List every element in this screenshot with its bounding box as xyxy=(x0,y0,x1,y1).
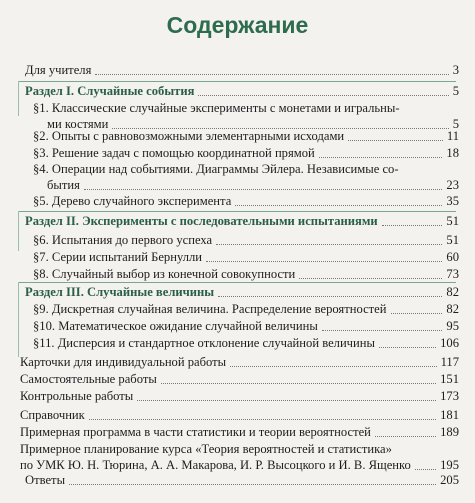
section-side-rule xyxy=(18,81,19,116)
dot-leader xyxy=(198,95,449,96)
dot-leader xyxy=(95,74,449,75)
toc-entry xyxy=(0,267,475,283)
toc-entry-title: §1. Классические случайные эксперименты с монетами и игральны- xyxy=(33,101,400,115)
toc-entry-title: Справочник xyxy=(20,408,85,422)
toc-entry xyxy=(0,425,475,441)
dot-leader xyxy=(206,261,442,262)
dot-leader xyxy=(89,419,436,420)
toc-entry xyxy=(0,146,475,162)
dot-leader xyxy=(382,225,442,226)
toc-page-number: 82 xyxy=(446,285,459,299)
dot-leader xyxy=(299,278,442,279)
toc-entry-title: §9. Дискретная случайная величина. Распределение вероятностей xyxy=(33,302,387,316)
dot-leader xyxy=(319,157,442,158)
toc-entry-title: §10. Математическое ожидание случайной величины xyxy=(33,319,318,333)
toc-page-number: 60 xyxy=(446,250,459,264)
dot-leader xyxy=(348,140,443,141)
toc-entry xyxy=(0,302,475,318)
toc-page-number: 117 xyxy=(440,355,459,369)
dot-leader xyxy=(230,366,437,367)
toc-page-number: 18 xyxy=(446,146,459,160)
section-side-rule xyxy=(18,282,19,357)
toc-entry-title: Раздел I. Случайные события xyxy=(25,84,195,98)
toc-entry-title: Примерная программа в части статистики и теории вероятностей xyxy=(20,425,371,439)
toc-entry-title: ми костями xyxy=(47,117,109,131)
toc-page-number: 5 xyxy=(452,84,459,98)
toc-entry xyxy=(0,194,475,210)
toc-entry xyxy=(0,372,475,388)
toc-entry xyxy=(0,408,475,424)
toc-entry-title: §3. Решение задач с помощью координатной прямой xyxy=(33,146,315,160)
dot-leader xyxy=(216,244,442,245)
dot-leader xyxy=(137,400,436,401)
section-rule xyxy=(18,282,456,283)
toc-entry xyxy=(0,129,475,145)
toc-entry-title: §11. Дисперсия и стандартное отклонение случайной величины xyxy=(33,336,375,350)
toc-section-entry xyxy=(0,84,475,100)
toc-page-number: 195 xyxy=(440,458,459,472)
toc-entry xyxy=(0,233,475,249)
toc-entry xyxy=(0,355,475,371)
toc-entry xyxy=(0,336,475,352)
toc-entry xyxy=(0,319,475,335)
dot-leader xyxy=(84,189,442,190)
toc-entry-title: Раздел II. Эксперименты с последовательными испытаниями xyxy=(25,214,378,228)
dot-leader xyxy=(69,484,436,485)
toc-entry-title: §8. Случайный выбор из конечной совокупности xyxy=(33,267,296,281)
toc-entry xyxy=(0,442,475,474)
toc-entry-title: §7. Серии испытаний Бернулли xyxy=(33,250,203,264)
dot-leader xyxy=(375,436,436,437)
toc-page-number: 51 xyxy=(446,233,459,247)
toc-entry-title: Для учителя xyxy=(25,63,92,77)
dot-leader xyxy=(379,347,436,348)
toc-page-number: 82 xyxy=(446,302,459,316)
toc-page-number: 181 xyxy=(440,408,459,422)
section-rule xyxy=(18,81,456,82)
toc-entry-title: Самостоятельные работы xyxy=(20,372,157,386)
toc-page-number: 106 xyxy=(440,336,459,350)
toc-entry-title: бытия xyxy=(47,178,80,192)
toc-entry-title: Раздел III. Случайные величины xyxy=(25,285,215,299)
toc-entry-title: §5. Дерево случайного эксперимента xyxy=(33,194,232,208)
toc-page-number: 3 xyxy=(452,63,459,77)
toc-page-number: 95 xyxy=(446,319,459,333)
toc-page-number: 11 xyxy=(446,129,459,143)
toc-page-number: 205 xyxy=(440,473,459,487)
toc-entry-title: Ответы xyxy=(25,473,66,487)
toc-entry xyxy=(0,162,475,194)
toc-entry xyxy=(0,389,475,405)
dot-leader xyxy=(218,296,442,297)
toc-page-number: 151 xyxy=(440,372,459,386)
toc-section-entry xyxy=(0,285,475,301)
toc-entry-title: §6. Испытания до первого успеха xyxy=(33,233,213,247)
toc-entry xyxy=(0,63,475,79)
toc-entry xyxy=(0,473,475,489)
toc-page-number: 173 xyxy=(440,389,459,403)
toc-entry-title: §2. Опыты с равновозможными элементарными исходами xyxy=(33,129,345,143)
toc-section-entry xyxy=(0,214,475,230)
toc-page-number: 73 xyxy=(446,267,459,281)
dot-leader xyxy=(415,469,436,470)
dot-leader xyxy=(322,330,442,331)
toc-page-number: 35 xyxy=(446,194,459,208)
section-side-rule xyxy=(18,211,19,251)
toc-page-number: 5 xyxy=(452,117,459,131)
page-title: Содержание xyxy=(166,12,309,38)
toc-page-number: 51 xyxy=(446,214,459,228)
dot-leader xyxy=(391,313,442,314)
toc-page-number: 189 xyxy=(440,425,459,439)
toc-entry-title: §4. Операции над событиями. Диаграммы Эйлера. Независимые со- xyxy=(33,162,399,176)
dot-leader xyxy=(235,205,442,206)
toc-entry-title: Контрольные работы xyxy=(20,389,134,403)
section-rule xyxy=(18,211,456,212)
toc-entry xyxy=(0,250,475,266)
toc-page-number: 23 xyxy=(446,178,459,192)
toc-entry-title: по УМК Ю. Н. Тюрина, А. А. Макарова, И. Р. Высоцкого и И. В. Ященко xyxy=(20,458,411,472)
toc-entry-title: Примерное планирование курса «Теория вероятностей и статистика» xyxy=(20,442,392,456)
toc-entry-title: Карточки для индивидуальной работы xyxy=(20,355,227,369)
dot-leader xyxy=(161,383,436,384)
